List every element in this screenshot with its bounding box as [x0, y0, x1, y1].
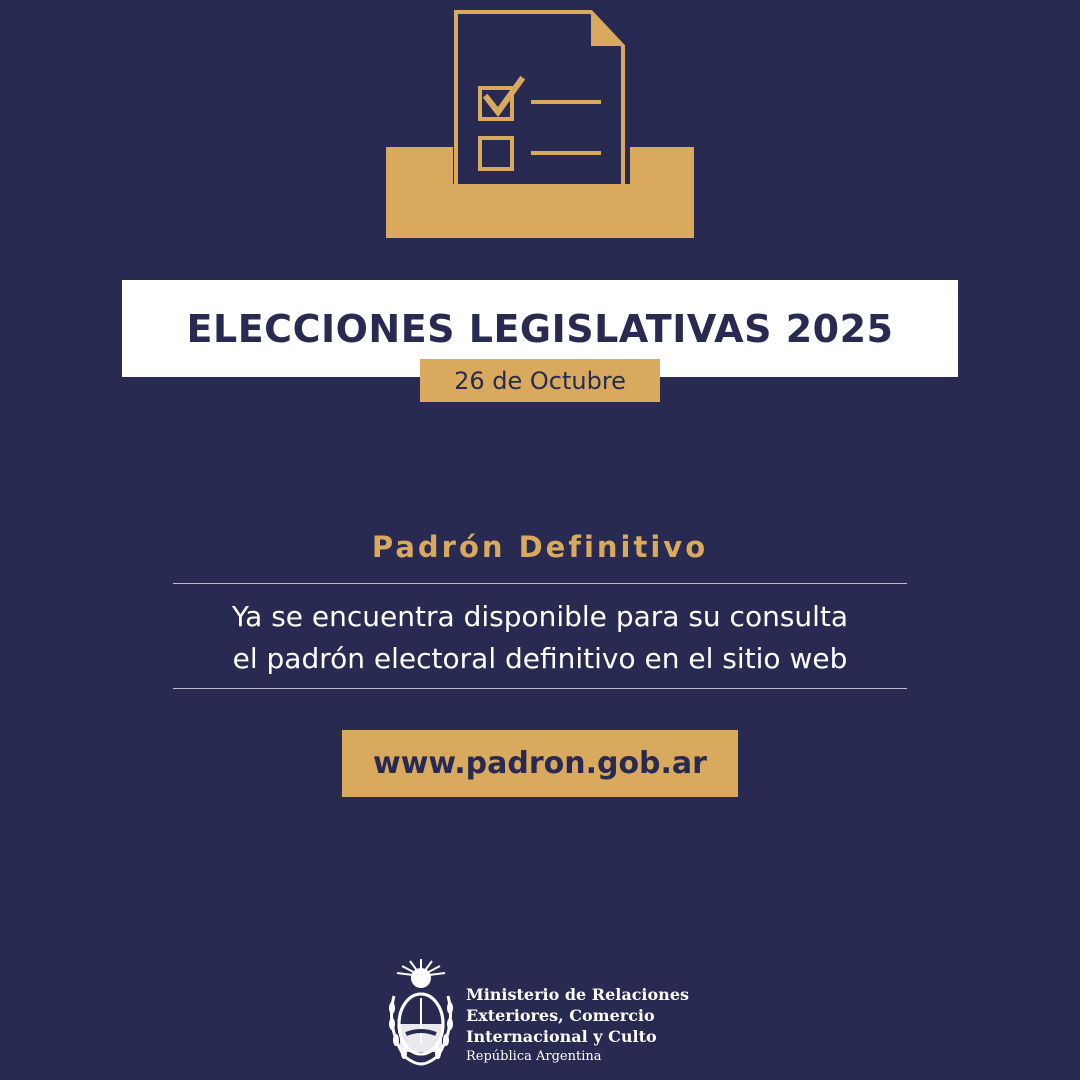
section-heading: Padrón Definitivo [371, 530, 709, 564]
divider-bottom [173, 688, 907, 689]
ministry-name-line: Ministerio de Relaciones [466, 985, 689, 1004]
ministry-name-line: Internacional y Culto [466, 1027, 657, 1046]
ballot-box-icon [386, 10, 696, 240]
country-name: República Argentina [466, 1049, 602, 1064]
website-url: www.padron.gob.ar [373, 746, 707, 781]
divider-top [173, 583, 907, 584]
date-badge [420, 359, 660, 402]
ministry-name [466, 984, 766, 1067]
announcement-line: Ya se encuentra disponible para su consulta [231, 600, 849, 633]
ministry-name-line: Exteriores, Comercio [466, 1006, 655, 1025]
website-link[interactable] [342, 730, 738, 797]
announcement-text [150, 596, 930, 680]
page-title: ELECCIONES LEGISLATIVAS 2025 [186, 306, 894, 351]
announcement-line: el padrón electoral definitivo en el sitio web [232, 642, 848, 675]
election-date: 26 de Octubre [454, 366, 626, 395]
coat-of-arms-icon [384, 956, 458, 1070]
